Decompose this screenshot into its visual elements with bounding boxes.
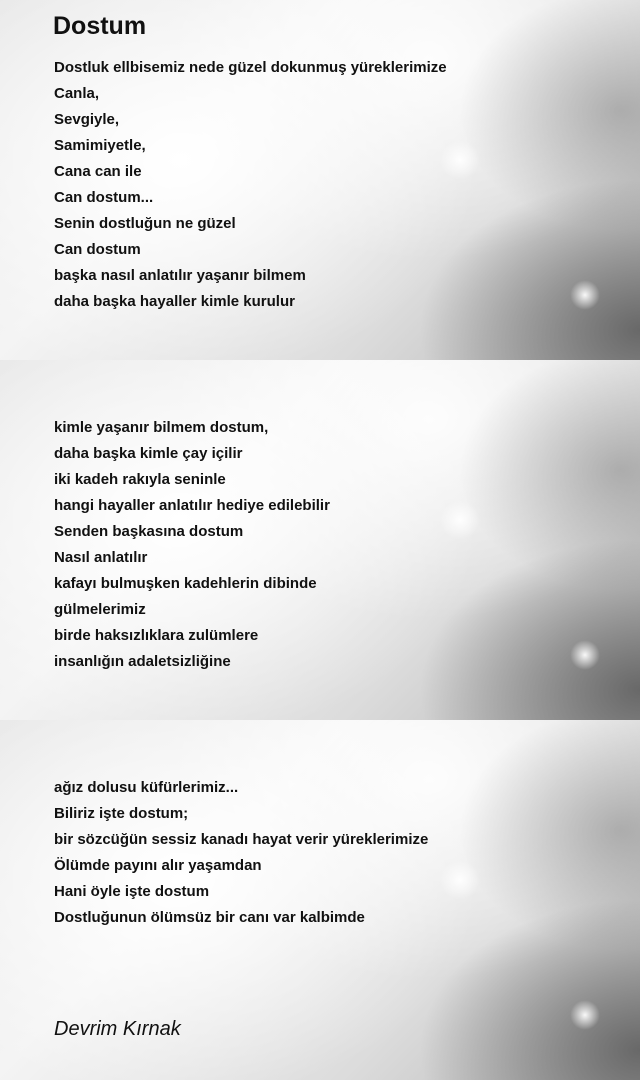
- poem-panel-3: [0, 720, 640, 1080]
- poem-line: kimle yaşanır bilmem dostum,: [54, 419, 269, 436]
- poem-line: başka nasıl anlatılır yaşanır bilmem: [54, 267, 306, 284]
- poem-line: Cana can ile: [54, 163, 142, 180]
- bokeh-sparkle: [440, 500, 480, 540]
- poem-line: Senin dostluğun ne güzel: [54, 215, 236, 232]
- poem-panel-1: [0, 0, 640, 360]
- poem-line: Canla,: [54, 85, 100, 102]
- poem-line: Sevgiyle,: [54, 111, 120, 128]
- bokeh-sparkle: [570, 280, 600, 310]
- poem-line: Senden başkasına dostum: [54, 523, 244, 540]
- stanza-3: [54, 775, 428, 931]
- poem-line: Can dostum...: [54, 189, 154, 206]
- stanza-1: [54, 55, 447, 315]
- poem-title: Dostum: [53, 12, 147, 40]
- poem-line: iki kadeh rakıyla seninle: [54, 471, 226, 488]
- poem-line: Ölümde payını alır yaşamdan: [54, 857, 262, 874]
- poem-line: insanlığın adaletsizliğine: [54, 653, 231, 670]
- poem-panel-2: [0, 360, 640, 720]
- poem-line: hangi hayaller anlatılır hediye edilebilir: [54, 497, 330, 514]
- poem-line: Can dostum: [54, 241, 141, 258]
- poem-line: Dostluğunun ölümsüz bir canı var kalbimde: [54, 909, 365, 926]
- poem-line: kafayı bulmuşken kadehlerin dibinde: [54, 575, 317, 592]
- poem-line: ağız dolusu küfürlerimiz...: [54, 779, 239, 796]
- poem-author: Devrim Kırnak: [54, 1018, 181, 1040]
- poem-line: Dostluk ellbisemiz nede güzel dokunmuş yüreklerimize: [54, 59, 447, 76]
- poem-line: birde haksızlıklara zulümlere: [54, 627, 259, 644]
- bokeh-sparkle: [570, 640, 600, 670]
- poem-line: Nasıl anlatılır: [54, 549, 148, 566]
- poem-line: Samimiyetle,: [54, 137, 146, 154]
- bokeh-sparkle: [440, 860, 480, 900]
- poem-line: daha başka kimle çay içilir: [54, 445, 243, 462]
- poem-line: bir sözcüğün sessiz kanadı hayat verir yüreklerimize: [54, 831, 429, 848]
- poem-line: daha başka hayaller kimle kurulur: [54, 293, 295, 310]
- poem-line: Hani öyle işte dostum: [54, 883, 210, 900]
- bokeh-sparkle: [570, 1000, 600, 1030]
- stanza-2: [54, 415, 330, 675]
- poem-line: Biliriz işte dostum;: [54, 805, 189, 822]
- poem-line: gülmelerimiz: [54, 601, 146, 618]
